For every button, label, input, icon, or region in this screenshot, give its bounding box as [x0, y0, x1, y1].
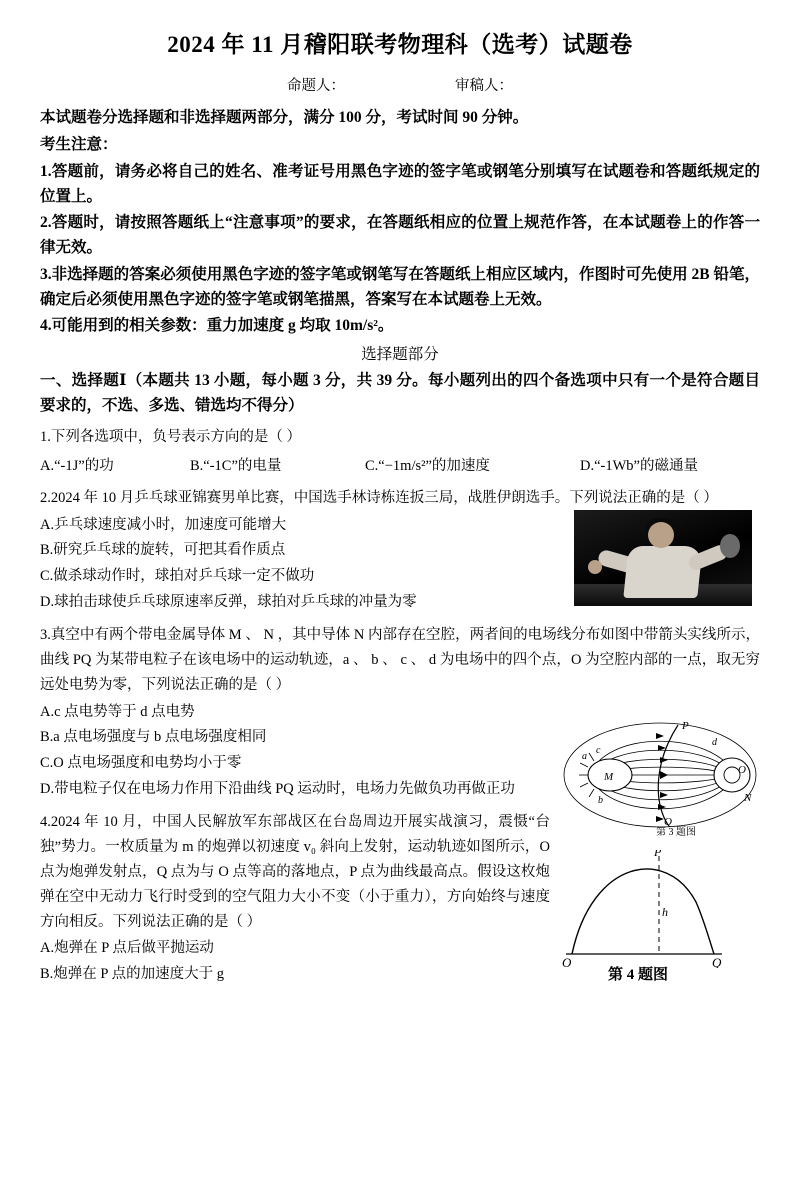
svg-text:N: N: [744, 791, 752, 804]
option-b: B.“-1C”的电量: [190, 458, 282, 475]
svg-text:P: P: [682, 719, 689, 732]
svg-text:O: O: [562, 954, 572, 968]
option-a: A.“-1J”的功: [40, 458, 114, 475]
svg-text:M: M: [604, 770, 614, 783]
question-1-options: [40, 454, 760, 479]
option-b: B.研究乒乓球的旋转，可把其看作质点: [40, 542, 286, 559]
option-d: D.带电粒子仅在电场力作用下沿曲线 PQ 运动时，电场力先做负功再做正功: [40, 781, 515, 797]
question-3: [40, 623, 760, 838]
question-1: [40, 425, 760, 479]
figure-3-caption: 第 3 题图: [656, 826, 696, 838]
option-d: D.“-1Wb”的磁通量: [580, 458, 698, 475]
page-title: 2024 年 11 月稽阳联考物理科（选考）试题卷: [167, 32, 633, 57]
option-b: B.炮弹在 P 点的加速度大于 g: [40, 966, 224, 983]
notice-item: 2.答题时，请按照答题纸上“注意事项”的要求，在答题纸相应的位置上规范作答，在本试题卷上的作答一律无效。: [40, 214, 760, 257]
notice-item: 3.非选择题的答案必须使用黑色字迹的签字笔或钢笔写在答题纸上相应区域内，作图时可先使用 2B 铅笔，确定后必须使用黑色字迹的签字笔或钢笔描黑，答案写在本试题卷上无效。: [40, 265, 760, 308]
intro-line: 本试题卷分选择题和非选择题两部分，满分 100 分，考试时间 90 分钟。: [40, 108, 529, 126]
question-4-stem: 4.2024 年 10 月，中国人民解放军东部战区在台岛周边开展实战演习，震慑“台独”势力。一枚质量为 m 的炮弹以初速度 v₀ 斜向上发射，运动轨迹如图所示，O 点为炮弹发射点，Q 点为与 O 点等高的落地点，P 点为曲线最高点。假设这枚炮弹在空中无动力飞行时受到的空气阻力大小不变（小于重力），方向始终与速度方向相反。下列说法正确的是（ ）: [40, 813, 550, 930]
reviewer-label: 审稿人：: [455, 77, 513, 94]
svg-text:b: b: [598, 794, 603, 806]
svg-text:P: P: [654, 849, 662, 859]
figure-4-caption: 第 4 题图: [608, 967, 669, 983]
option-a: A.c 点电势等于 d 点电势: [40, 703, 195, 720]
svg-text:c: c: [596, 744, 601, 756]
notice-item: 1.答题前，请务必将自己的姓名、准考证号用黑色字迹的签字笔或钢笔分别填写在试题卷和答题纸规定的位置上。: [40, 163, 760, 206]
option-c: C.做杀球动作时，球拍对乒乓球一定不做功: [40, 568, 315, 585]
author-row: [40, 74, 760, 95]
question-2: [40, 486, 760, 616]
question-2-stem: 2.2024 年 10 月乒乓球亚锦赛男单比赛，中国选手林诗栋连扳三局，战胜伊朗选手。下列说法正确的是（ ）: [40, 489, 718, 506]
section-one-heading: 一、选择题Ⅰ（本题共 13 小题，每小题 3 分，共 39 分。每小题列出的四个备选项中只有一个是符合题目要求的，不选、多选、错选均不得分）: [40, 371, 760, 414]
table-tennis-photo: [574, 510, 752, 606]
question-4: [40, 810, 760, 988]
svg-text:d: d: [712, 736, 717, 748]
notice-item: 4.可能用到的相关参数：重力加速度 g 均取 10m/s²。: [40, 316, 394, 334]
option-a: A.炮弹在 P 点后做平抛运动: [40, 940, 214, 957]
option-d: D.球拍击球使乒乓球原速率反弹，球拍对乒乓球的冲量为零: [40, 594, 417, 610]
svg-text:a: a: [582, 750, 587, 762]
part-title: 选择题部分: [361, 345, 439, 363]
question-1-stem: 1.下列各选项中，负号表示方向的是（ ）: [40, 429, 301, 446]
svg-text:h: h: [662, 904, 668, 919]
notice-list: [40, 159, 760, 338]
composer-label: 命题人：: [287, 77, 345, 94]
option-a: A.乒乓球速度减小时，加速度可能增大: [40, 516, 287, 533]
question-3-stem: 3.真空中有两个带电金属导体 M 、 N ，其中导体 N 内部存在空腔，两者间的电场线分布如图中带箭头实线所示，曲线 PQ 为某带电粒子在该电场中的运动轨迹，a 、 b 、 c 、 d 为电场中的四个点，O 为空腔内部的一点，取无穷远处电势为零，下列说法正确的是（ ）: [40, 626, 760, 693]
notice-heading: 考生注意：: [40, 136, 118, 153]
option-b: B.a 点电场强度与 b 点电场强度相同: [40, 729, 267, 746]
svg-text:O: O: [738, 763, 746, 776]
option-c: C.O 点电场强度和电势均小于零: [40, 755, 242, 772]
option-c: C.“−1m/s²”的加速度: [365, 458, 490, 475]
svg-text:Q: Q: [664, 815, 672, 828]
svg-text:Q: Q: [712, 954, 722, 968]
figure-4-projectile: [546, 850, 746, 985]
